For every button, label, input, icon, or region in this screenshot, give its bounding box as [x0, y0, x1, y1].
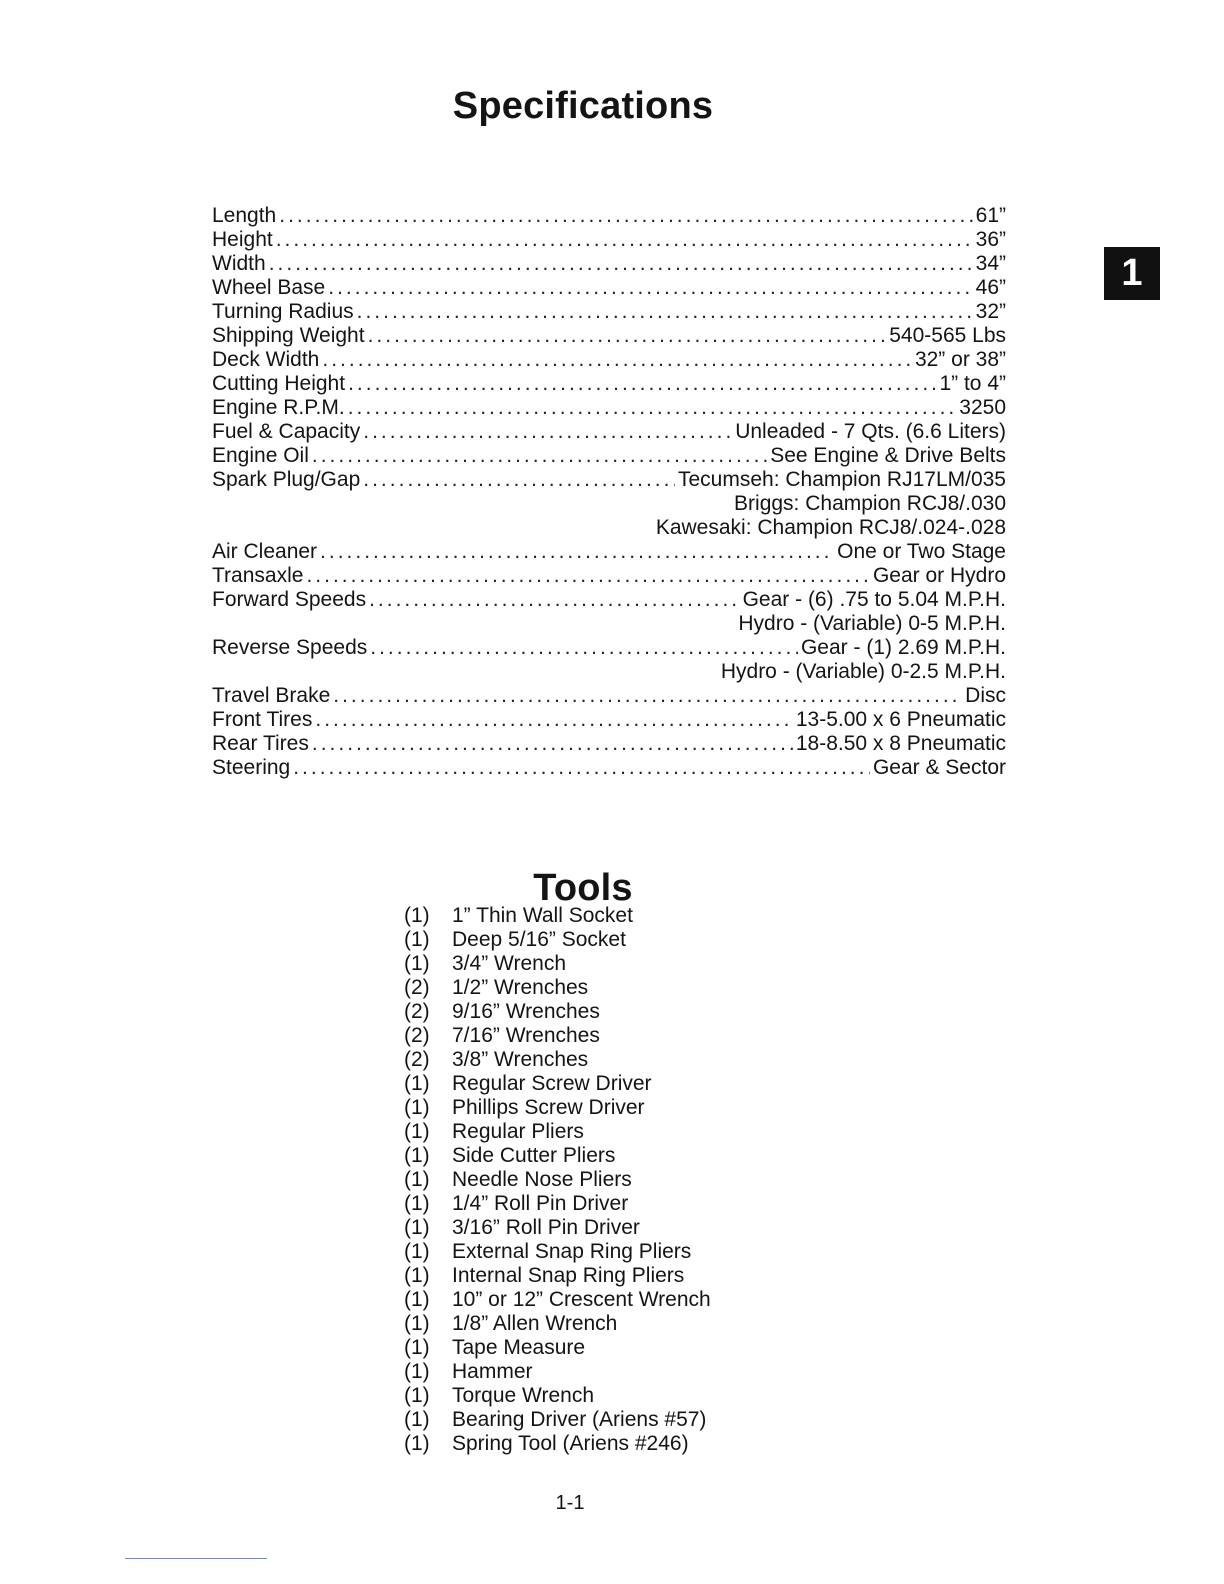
tool-item	[404, 1336, 711, 1360]
section-number-tab: 1	[1104, 247, 1160, 300]
spec-row	[212, 252, 1006, 276]
spec-row	[212, 300, 1006, 324]
spec-value: One or Two Stage	[837, 540, 1006, 563]
tool-name: Torque Wrench	[452, 1384, 595, 1407]
spec-value: Gear - (1) 2.69 M.P.H.	[800, 636, 1006, 659]
spec-value: 18-8.50 x 8 Pneumatic	[795, 732, 1006, 755]
tool-quantity: (1)	[404, 1432, 430, 1455]
dot-leader	[363, 420, 732, 444]
tool-name: 1” Thin Wall Socket	[452, 904, 633, 927]
tool-quantity: (2)	[404, 1000, 430, 1023]
spec-value: Briggs: Champion RCJ8/.030	[734, 492, 1006, 515]
spec-value: 36”	[975, 228, 1006, 251]
page-number: 1-1	[555, 1492, 585, 1514]
footer-rule	[125, 1558, 267, 1559]
tool-item	[404, 904, 711, 928]
spec-row	[212, 588, 1006, 612]
spec-row	[212, 324, 1006, 348]
spec-value: Kawesaki: Champion RCJ8/.024-.028	[655, 516, 1006, 539]
spec-value: 32”	[975, 300, 1006, 323]
tool-name: Needle Nose Pliers	[452, 1168, 632, 1191]
spec-label: Deck Width	[212, 348, 320, 371]
spec-value: 34”	[975, 252, 1006, 275]
spec-row	[212, 516, 1006, 540]
spec-row	[212, 276, 1006, 300]
tool-quantity: (1)	[404, 1264, 430, 1287]
tool-item	[404, 1408, 711, 1432]
spec-row	[212, 732, 1006, 756]
spec-row	[212, 756, 1006, 780]
tool-name: 9/16” Wrenches	[452, 1000, 600, 1023]
tool-name: 1/2” Wrenches	[452, 976, 589, 999]
tool-name: Phillips Screw Driver	[452, 1096, 645, 1119]
tool-quantity: (1)	[404, 1240, 430, 1263]
tool-quantity: (2)	[404, 1048, 430, 1071]
tool-item	[404, 1024, 711, 1048]
tool-item	[404, 1072, 711, 1096]
tool-name: 10” or 12” Crescent Wrench	[452, 1288, 711, 1311]
tool-item	[404, 1192, 711, 1216]
tool-quantity: (1)	[404, 1408, 430, 1431]
spec-label: Cutting Height	[212, 372, 346, 395]
spec-value: Disc	[965, 684, 1006, 707]
spec-label: Engine Oil	[212, 444, 309, 467]
spec-value: Hydro - (Variable) 0-5 M.P.H.	[738, 612, 1006, 635]
spec-value: 540-565 Lbs	[889, 324, 1006, 347]
tool-quantity: (1)	[404, 1096, 430, 1119]
tool-quantity: (1)	[404, 1120, 430, 1143]
tool-name: Bearing Driver (Ariens #57)	[452, 1408, 707, 1431]
tool-item	[404, 1240, 711, 1264]
spec-label: Spark Plug/Gap	[212, 468, 361, 491]
tool-name: Side Cutter Pliers	[452, 1144, 616, 1167]
tool-name: Hammer	[452, 1360, 533, 1383]
spec-value: Unleaded - 7 Qts. (6.6 Liters)	[735, 420, 1006, 443]
dot-leader	[320, 540, 834, 564]
spec-value: Gear or Hydro	[872, 564, 1006, 587]
spec-row	[212, 612, 1006, 636]
tool-name: Regular Pliers	[452, 1120, 584, 1143]
dot-leader	[328, 276, 972, 300]
specifications-list	[212, 204, 1006, 780]
tool-item	[404, 1120, 711, 1144]
spec-value: See Engine & Drive Belts	[770, 444, 1006, 467]
spec-row	[212, 636, 1006, 660]
spec-row	[212, 372, 1006, 396]
spec-label: Shipping Weight	[212, 324, 365, 347]
dot-leader	[312, 444, 767, 468]
tool-quantity: (1)	[404, 1216, 430, 1239]
dot-leader	[269, 252, 973, 276]
dot-leader	[279, 204, 972, 228]
dot-leader	[293, 756, 870, 780]
spec-row	[212, 204, 1006, 228]
spec-label: Engine R.P.M.	[212, 396, 345, 419]
spec-label: Length	[212, 204, 277, 227]
tool-name: 3/4” Wrench	[452, 952, 566, 975]
spec-row	[212, 468, 1006, 492]
tool-name: 1/8” Allen Wrench	[452, 1312, 618, 1335]
tool-name: 3/8” Wrenches	[452, 1048, 589, 1071]
tool-item	[404, 1264, 711, 1288]
spec-value: 13-5.00 x 6 Pneumatic	[795, 708, 1006, 731]
dot-leader	[276, 228, 973, 252]
tool-name: Regular Screw Driver	[452, 1072, 652, 1095]
spec-row	[212, 444, 1006, 468]
dot-leader	[322, 348, 912, 372]
spec-row	[212, 492, 1006, 516]
spec-value: Gear - (6) .75 to 5.04 M.P.H.	[742, 588, 1006, 611]
spec-value: Tecumseh: Champion RJ17LM/035	[677, 468, 1006, 491]
spec-value: 1” to 4”	[939, 372, 1006, 395]
tool-quantity: (1)	[404, 1168, 430, 1191]
specifications-title: Specifications	[452, 85, 714, 128]
spec-row	[212, 540, 1006, 564]
dot-leader	[348, 372, 936, 396]
spec-label: Reverse Speeds	[212, 636, 368, 659]
tool-item	[404, 1096, 711, 1120]
tool-item	[404, 928, 711, 952]
tool-item	[404, 1312, 711, 1336]
spec-label: Transaxle	[212, 564, 304, 587]
tool-name: 3/16” Roll Pin Driver	[452, 1216, 640, 1239]
spec-label: Wheel Base	[212, 276, 326, 299]
spec-value: Gear & Sector	[872, 756, 1006, 779]
tool-name: Tape Measure	[452, 1336, 586, 1359]
tool-name: 7/16” Wrenches	[452, 1024, 600, 1047]
tools-title: Tools	[533, 867, 633, 910]
tool-item	[404, 1168, 711, 1192]
tool-item	[404, 1216, 711, 1240]
tool-item	[404, 1288, 711, 1312]
tool-item	[404, 976, 711, 1000]
dot-leader	[348, 396, 957, 420]
spec-label: Rear Tires	[212, 732, 309, 755]
spec-value: 46”	[975, 276, 1006, 299]
spec-label: Travel Brake	[212, 684, 331, 707]
dot-leader	[370, 636, 798, 660]
tool-item	[404, 1360, 711, 1384]
tool-quantity: (1)	[404, 1288, 430, 1311]
dot-leader	[312, 732, 793, 756]
dot-leader	[306, 564, 870, 588]
tool-quantity: (1)	[404, 1360, 430, 1383]
tool-quantity: (1)	[404, 928, 430, 951]
spec-row	[212, 228, 1006, 252]
tool-quantity: (2)	[404, 1024, 430, 1047]
tool-item	[404, 1144, 711, 1168]
tool-quantity: (1)	[404, 1144, 430, 1167]
spec-label: Fuel & Capacity	[212, 420, 361, 443]
tool-quantity: (1)	[404, 904, 430, 927]
tool-quantity: (1)	[404, 1192, 430, 1215]
spec-row	[212, 396, 1006, 420]
spec-label: Air Cleaner	[212, 540, 318, 563]
spec-row	[212, 684, 1006, 708]
spec-row	[212, 660, 1006, 684]
tools-list	[404, 904, 711, 1456]
tool-name: External Snap Ring Pliers	[452, 1240, 692, 1263]
dot-leader	[369, 588, 740, 612]
spec-label: Width	[212, 252, 266, 275]
dot-leader	[363, 468, 675, 492]
dot-leader	[333, 684, 962, 708]
dot-leader	[315, 708, 793, 732]
tool-quantity: (2)	[404, 976, 430, 999]
spec-row	[212, 348, 1006, 372]
spec-row	[212, 420, 1006, 444]
spec-label: Forward Speeds	[212, 588, 367, 611]
spec-label: Turning Radius	[212, 300, 354, 323]
tool-item	[404, 952, 711, 976]
spec-value: 3250	[959, 396, 1006, 419]
tool-quantity: (1)	[404, 1384, 430, 1407]
dot-leader	[368, 324, 887, 348]
spec-label: Front Tires	[212, 708, 313, 731]
tool-item	[404, 1048, 711, 1072]
tool-item	[404, 1432, 711, 1456]
spec-row	[212, 708, 1006, 732]
spec-row	[212, 564, 1006, 588]
dot-leader	[357, 300, 973, 324]
spec-value: Hydro - (Variable) 0-2.5 M.P.H.	[720, 660, 1006, 683]
tool-quantity: (1)	[404, 1312, 430, 1335]
tool-item	[404, 1384, 711, 1408]
spec-label: Steering	[212, 756, 291, 779]
tool-name: 1/4” Roll Pin Driver	[452, 1192, 629, 1215]
tool-name: Internal Snap Ring Pliers	[452, 1264, 685, 1287]
spec-value: 61”	[975, 204, 1006, 227]
tool-quantity: (1)	[404, 1072, 430, 1095]
tool-quantity: (1)	[404, 1336, 430, 1359]
tool-name: Spring Tool (Ariens #246)	[452, 1432, 689, 1455]
tool-item	[404, 1000, 711, 1024]
spec-label: Height	[212, 228, 273, 251]
tool-name: Deep 5/16” Socket	[452, 928, 626, 951]
tool-quantity: (1)	[404, 952, 430, 975]
spec-value: 32” or 38”	[914, 348, 1006, 371]
